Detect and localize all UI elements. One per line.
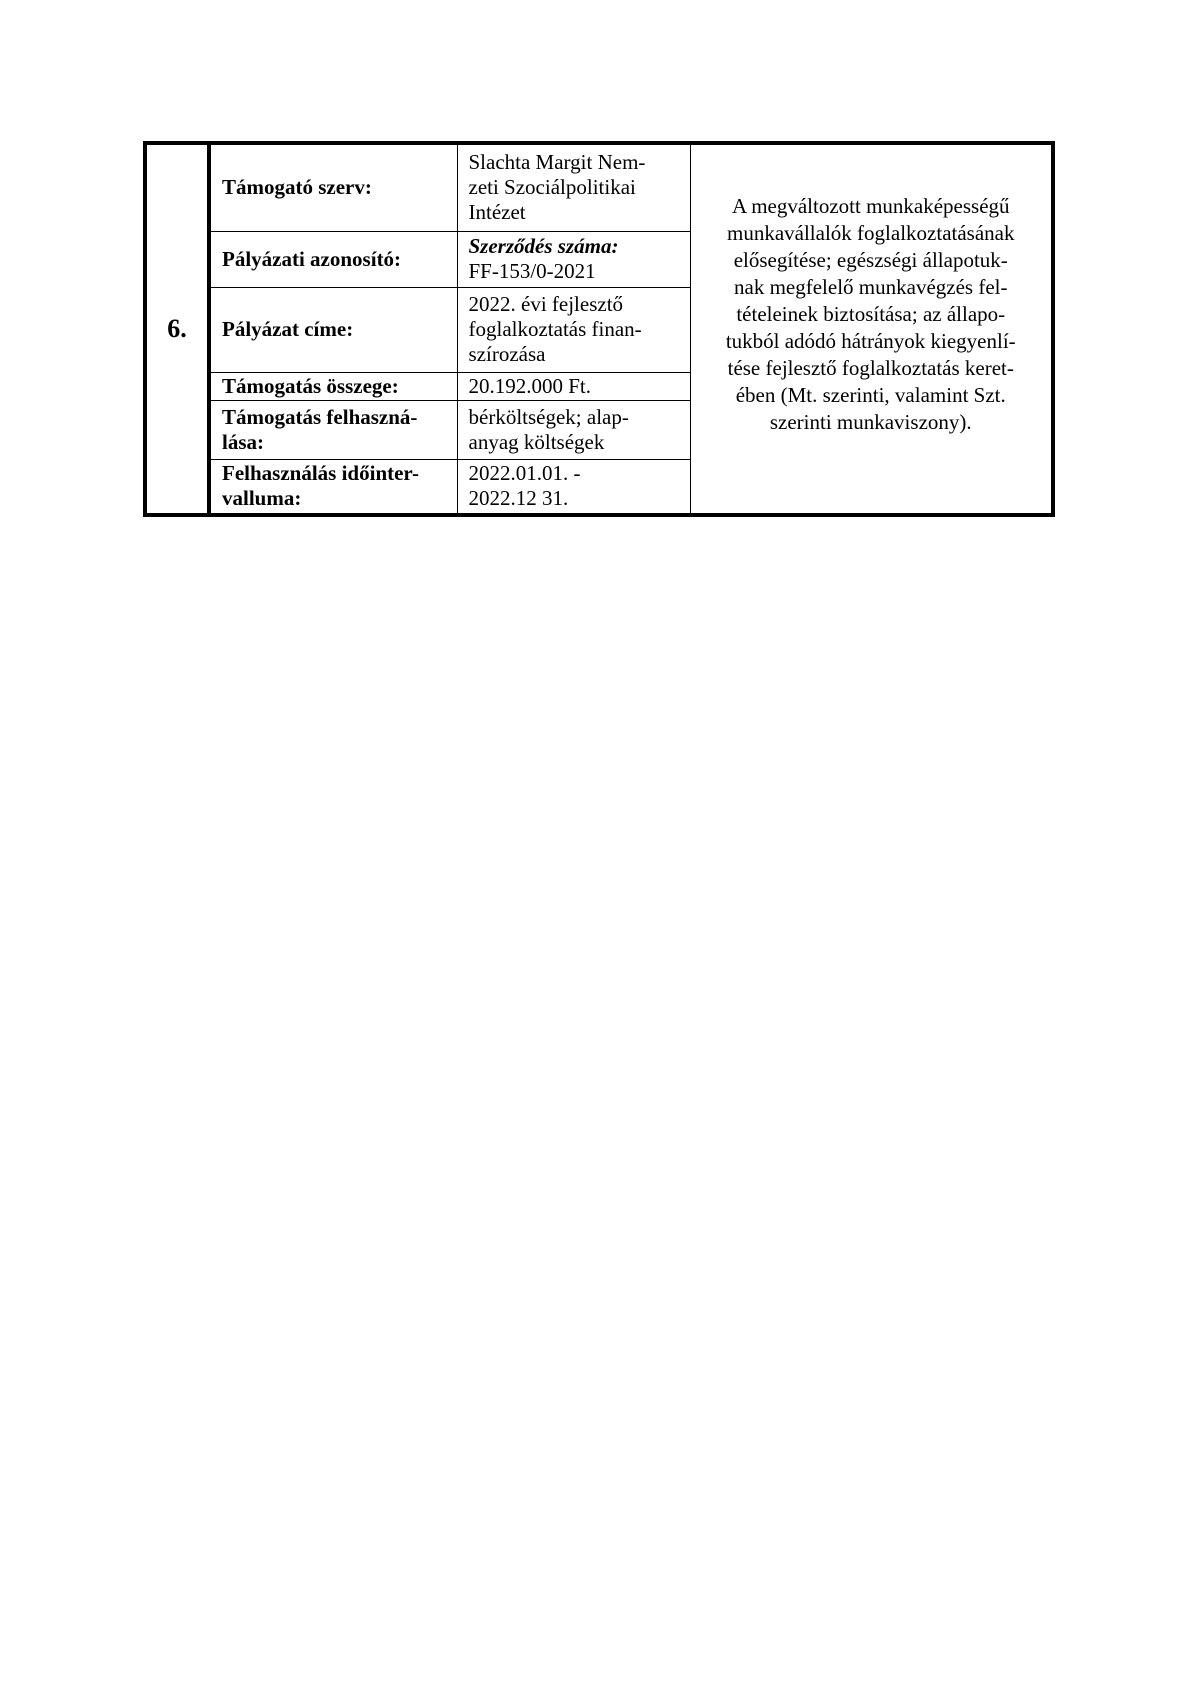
grant-table: [143, 141, 1055, 517]
value-line: 20.192.000 Ft.: [468, 373, 592, 398]
value-line: Slachta Margit Nem-: [468, 150, 646, 175]
value-line: FF-153/0-2021: [468, 259, 596, 283]
value-line: szírozása: [468, 342, 546, 366]
field-label: [209, 287, 457, 372]
label-line: Pályázati azonosító:: [222, 246, 402, 271]
label-line: lása:: [222, 429, 264, 454]
description-line: szerinti munkaviszony).: [769, 409, 972, 434]
description-line: tételeinek biztosítása; az állapo-: [736, 301, 1006, 326]
value-line: 2022. évi fejlesztő: [468, 292, 624, 316]
field-label: [209, 143, 457, 231]
value-line: anyag költségek: [468, 429, 605, 454]
description-line: A megváltozott munkaképességű: [731, 193, 1010, 218]
row-number: 6.: [145, 143, 209, 515]
value-line: 2022.01.01. -: [468, 461, 581, 486]
table-row: [145, 143, 1053, 231]
field-value: [457, 400, 690, 459]
field-label: [209, 372, 457, 400]
label-line: Támogató szerv:: [222, 175, 372, 200]
field-value: [457, 287, 690, 372]
description-cell: [690, 143, 1053, 515]
label-line: valluma:: [222, 486, 302, 511]
field-value: [457, 231, 690, 287]
label-line: Támogatás összege:: [222, 373, 399, 398]
description-line: tukból adódó hátrányok kiegyenlí-: [725, 328, 1016, 353]
description-line: tése fejlesztő foglalkoztatás keret-: [727, 355, 1014, 380]
field-value: [457, 459, 690, 515]
label-line: Támogatás felhaszná-: [222, 404, 418, 429]
label-line: Pályázat címe:: [222, 317, 354, 341]
field-label: [209, 459, 457, 515]
description-line: nak megfelelő munkavégzés fel-: [734, 274, 1008, 299]
value-line: bérköltségek; alap-: [468, 404, 629, 429]
value-line: 2022.12 31.: [468, 486, 569, 511]
field-value: [457, 143, 690, 231]
field-value: [457, 372, 690, 400]
field-label: [209, 231, 457, 287]
value-line: Intézet: [468, 200, 526, 225]
description-line: elősegítése; egészségi állapotuk-: [733, 247, 1008, 272]
description-line: munkavállalók foglalkoztatásának: [727, 220, 1015, 245]
label-line: Felhasználás időinter-: [222, 461, 419, 486]
contract-number-heading: Szerződés száma:: [468, 234, 619, 258]
value-line: zeti Szociálpolitikai: [468, 175, 636, 200]
value-line: foglalkoztatás finan-: [468, 317, 642, 341]
description-line: ében (Mt. szerinti, valamint Szt.: [735, 382, 1006, 407]
field-label: [209, 400, 457, 459]
